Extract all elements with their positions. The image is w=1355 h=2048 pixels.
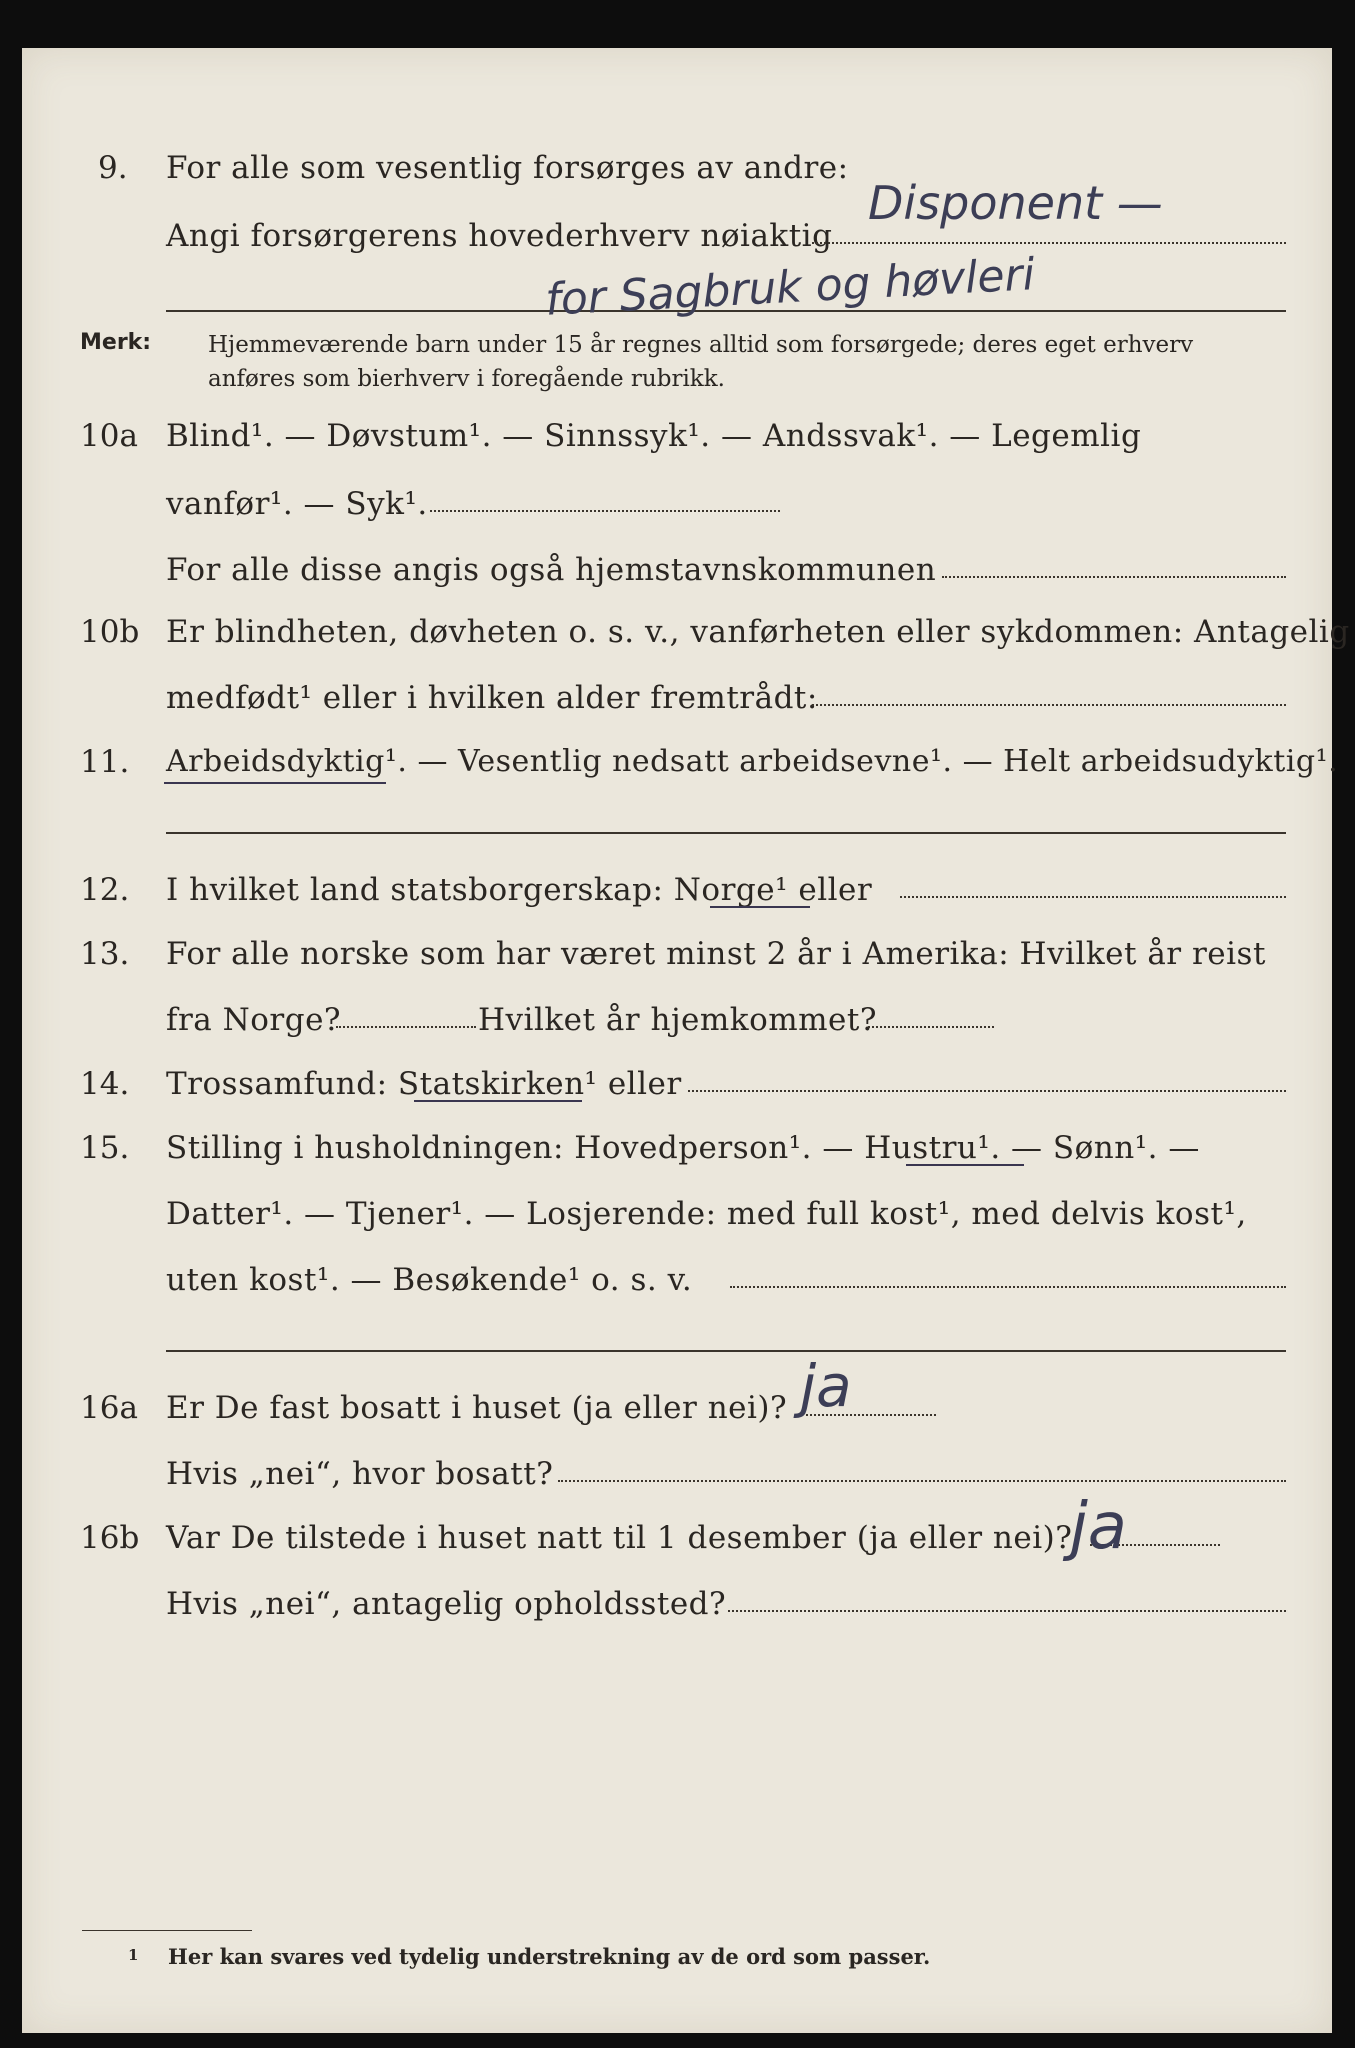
q12-number: 12. (80, 872, 130, 908)
q10a-home-dotted-line (942, 576, 1286, 578)
q16b-number: 16b (80, 1520, 140, 1556)
q15-number: 15. (80, 1130, 130, 1166)
q10a-line2: vanfør¹. — Syk¹. (166, 486, 428, 522)
merk-label: Merk: (80, 330, 152, 355)
q16a-handwritten-answer: ja (800, 1352, 852, 1420)
q16a-number: 16a (80, 1390, 138, 1426)
q13-dotted-line-a (336, 1026, 476, 1028)
q12-line1: I hvilket land statsborgerskap: Norge¹ eller (166, 872, 873, 908)
q15-answer-rule (166, 1350, 1286, 1352)
q16b-line1: Var De tilstede i huset natt til 1 desember (ja eller nei)? (166, 1520, 1073, 1556)
q12-underline-norge (710, 906, 810, 908)
q10a-line1: Blind¹. — Døvstum¹. — Sinnssyk¹. — Andssvak¹. — Legemlig (166, 418, 1142, 454)
q10b-line2: medfødt¹ eller i hvilken alder fremtrådt: (166, 680, 818, 716)
q9-number: 9. (98, 150, 128, 186)
q13-line1: For alle norske som har været minst 2 år i Amerika: Hvilket år reist (166, 936, 1266, 972)
q9-dotted-line (812, 242, 1286, 244)
q10a-dotted-line (430, 510, 780, 512)
merk-line2: anføres som bierhverv i foregående rubrikk. (208, 366, 725, 392)
q16a-bosatt-dotted-line (558, 1480, 1286, 1482)
q9-line2: Angi forsørgerens hovederhverv nøiaktig (166, 218, 833, 254)
q9-handwritten-answer1: Disponent — (868, 176, 1163, 230)
q16b-line2: Hvis „nei“, antagelig opholdssted? (166, 1586, 727, 1622)
q10b-dotted-line (812, 704, 1286, 706)
q16b-opholdssted-dotted-line (728, 1610, 1286, 1612)
q9-line1: For alle som vesentlig forsørges av andre: (166, 150, 849, 186)
q10a-number: 10a (80, 418, 138, 454)
q14-underline-statskirken (414, 1100, 582, 1102)
q13-line2b: Hvilket år hjemkommet? (478, 1002, 877, 1038)
q15-line1: Stilling i husholdningen: Hovedperson¹. — Hustru¹. — Sønn¹. — (166, 1130, 1200, 1166)
q14-number: 14. (80, 1066, 130, 1102)
q13-dotted-line-b (868, 1026, 994, 1028)
q15-underline-hustru (906, 1164, 1024, 1166)
q11-answer-rule (166, 832, 1286, 834)
q11-number: 11. (80, 744, 130, 780)
q11-underline-arbeidsdyktig (164, 782, 386, 784)
q12-dotted-line (900, 896, 1286, 898)
q14-line1: Trossamfund: Statskirken¹ eller (166, 1066, 682, 1102)
q10a-line3: For alle disse angis også hjemstavnskommunen (166, 552, 937, 588)
q9-handwritten-answer2: for Sagbruk og høvleri (544, 249, 1036, 326)
q14-dotted-line (688, 1090, 1286, 1092)
q16b-handwritten-answer: ja (1070, 1490, 1127, 1564)
footnote-mark: 1 (128, 1946, 139, 1964)
q13-line2a: fra Norge? (166, 1002, 342, 1038)
merk-line1: Hjemmeværende barn under 15 år regnes alltid som forsørgede; deres eget erhverv (208, 332, 1194, 358)
footnote-text: Her kan svares ved tydelig understrekning av de ord som passer. (168, 1944, 931, 1969)
footnote-rule (82, 1930, 252, 1931)
q16a-line2: Hvis „nei“, hvor bosatt? (166, 1456, 554, 1492)
q16a-line1: Er De fast bosatt i huset (ja eller nei)? (166, 1390, 788, 1426)
q11-line1: Arbeidsdyktig¹. — Vesentlig nedsatt arbeidsevne¹. — Helt arbeidsudyktig¹. (166, 744, 1339, 779)
q15-line2: Datter¹. — Tjener¹. — Losjerende: med full kost¹, med delvis kost¹, (166, 1196, 1247, 1232)
q15-line3: uten kost¹. — Besøkende¹ o. s. v. (166, 1262, 693, 1298)
q15-dotted-line (730, 1286, 1286, 1288)
q13-number: 13. (80, 936, 130, 972)
q10b-line1: Er blindheten, døvheten o. s. v., vanførheten eller sykdommen: Antagelig (166, 614, 1350, 650)
q10b-number: 10b (80, 614, 140, 650)
